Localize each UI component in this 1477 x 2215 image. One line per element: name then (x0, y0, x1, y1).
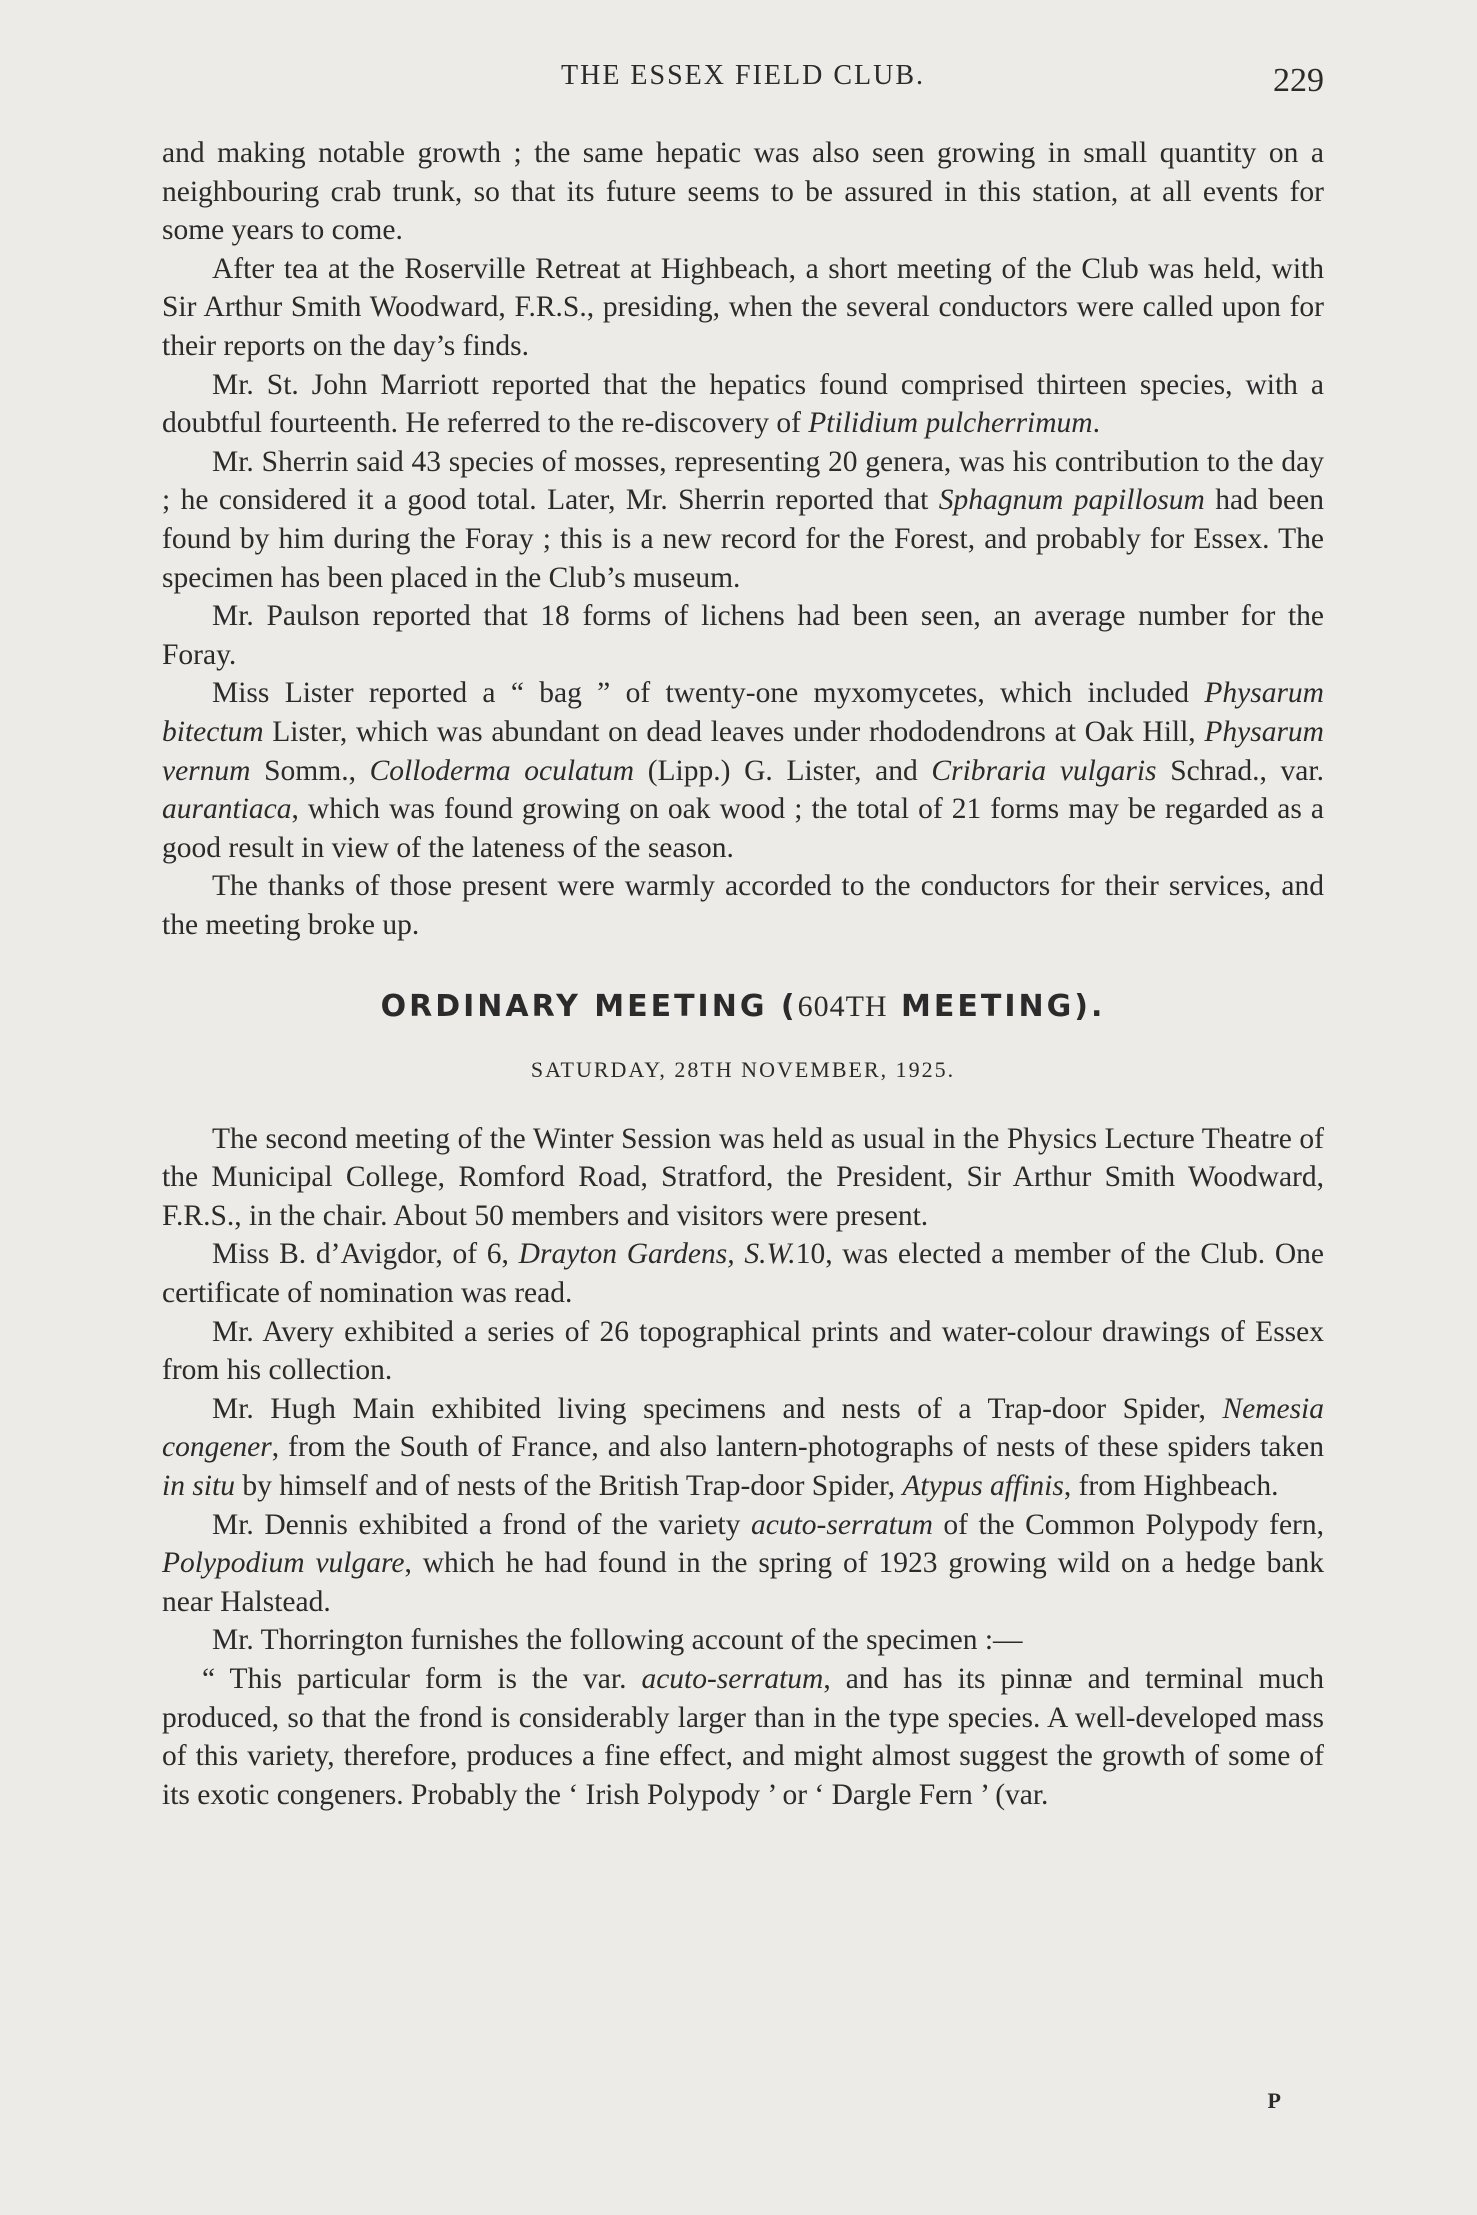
text-run: , which was found growing on oak wood ; the total of 21 forms may be regarded as a good result in view of the lateness of the season. (162, 793, 1324, 864)
paragraph (162, 250, 1324, 366)
italic-text: Physarum vernum (162, 715, 1324, 787)
text-run: Mr. Hugh Main exhibited living specimens and nests of a Trap-door Spider, (212, 1392, 1223, 1425)
text-run: Mr. Dennis exhibited a frond of the variety (212, 1508, 751, 1541)
italic-text: Drayton Gardens, S.W. (518, 1238, 796, 1271)
italic-text: in situ (162, 1470, 235, 1502)
page-number: 229 (1273, 62, 1324, 99)
text-run: “ This particular form is the var. (202, 1662, 642, 1695)
paragraph (162, 597, 1324, 674)
paragraph-group-foray-report (162, 134, 1324, 944)
paragraph (162, 134, 1324, 250)
italic-text: Sphagnum papillosum (938, 484, 1205, 517)
paragraph (162, 1660, 1324, 1814)
italic-text: acuto-serratum (641, 1662, 824, 1695)
paragraph (162, 674, 1324, 867)
text-run: . (1092, 407, 1100, 440)
text-run: Somm., (250, 754, 370, 787)
paragraph (162, 443, 1324, 597)
italic-text: Physarum bitectum (162, 677, 1324, 748)
text-run: Miss B. d’Avigdor, of 6, (212, 1238, 519, 1271)
text-run: The second meeting of the Winter Session was held as usual in the Physics Lecture Theatre of the Municipal College, Romford Road, Stratford, the President, Sir Arthur Smith Woodward, F.R.S., in the chair. About 50 members and visitors were present. (162, 1122, 1324, 1232)
paragraph-group-ordinary-meeting (162, 1120, 1324, 1815)
paragraph (162, 867, 1324, 944)
text-run: had been found by him during the Foray ; this is a new record for the Forest, and probably for Essex. The specimen has been placed in the Club’s museum. (162, 484, 1324, 594)
heading-post: MEETING). (887, 989, 1106, 1025)
italic-text: Nemesia congener (162, 1392, 1324, 1464)
paragraph (162, 1120, 1324, 1236)
text-run: , from the South of France, and also lantern-photographs of nests of these spiders taken (271, 1431, 1324, 1464)
text-run: The thanks of those present were warmly accorded to the conductors for their services, and the meeting broke up. (162, 870, 1324, 941)
italic-text: Atypus affinis (902, 1470, 1064, 1502)
paragraph (162, 366, 1324, 443)
text-run: and making notable growth ; the same hepatic was also seen growing in small quantity on a neighbouring crab trunk, so that its future seems to be assured in this station, at all events for some years to come. (162, 137, 1324, 247)
text-run: (Lipp.) G. Lister, and (634, 754, 932, 787)
section-heading (162, 988, 1324, 1027)
paragraph (162, 1313, 1324, 1390)
text-run: Mr. Sherrin said 43 species of mosses, representing 20 genera, was his contribution to the day ; he considered it a good total. Later, Mr. Sherrin reported that (162, 445, 1324, 517)
text-run: , from Highbeach. (1063, 1470, 1279, 1502)
text-run: Mr. Paulson reported that 18 forms of lichens had been seen, an average number for the Foray. (162, 600, 1324, 671)
heading-meeting-number: 604TH (797, 990, 888, 1024)
italic-text: Polypodium vulgare (162, 1547, 405, 1580)
italic-text: Cribraria vulgaris (931, 754, 1157, 787)
page-header (162, 52, 1324, 102)
body-text (162, 134, 1324, 1814)
signature-mark: P (1267, 2088, 1281, 2113)
text-run: 10, was elected a member of the Club. One certificate of nomination was read. (162, 1238, 1324, 1310)
text-run: Lister, which was abundant on dead leaves under rhododendrons at Oak Hill, (263, 715, 1205, 748)
heading-pre: ORDINARY MEETING ( (380, 989, 798, 1025)
text-run: Mr. Thorrington furnishes the following account of the specimen :— (212, 1624, 1023, 1657)
italic-text: acuto-serratum (750, 1508, 933, 1541)
text-run: Mr. St. John Marriott reported that the hepatics found comprised thirteen species, with a doubtful fourteenth. He referred to the re-discovery of (162, 368, 1324, 440)
text-run: Miss Lister reported a “ bag ” of twenty-one myxomycetes, which included (212, 677, 1205, 710)
paragraph (162, 1235, 1324, 1312)
paragraph (162, 1390, 1324, 1506)
italic-text: aurantiaca (162, 793, 292, 826)
italic-text: Ptilidium pulcherrimum (808, 407, 1093, 440)
text-run: Mr. Avery exhibited a series of 26 topographical prints and water-colour drawings of Essex from his collection. (162, 1315, 1324, 1387)
text-run: of the Common Polypody fern, (932, 1508, 1324, 1541)
text-run: After tea at the Roserville Retreat at Highbeach, a short meeting of the Club was held, with Sir Arthur Smith Woodward, F.R.S., presiding, when the several conductors were called upon for their reports on the day’s finds. (162, 252, 1324, 362)
text-run: , and has its pinnæ and terminal much produced, so that the frond is considerably larger than in the type species. A well-developed mass of this variety, therefore, produces a fine effect, and might almost suggest the growth of some of its exotic congeners. Probably the ‘ Irish Polypody ’ or ‘ Dargle Fern ’ (var. (162, 1662, 1324, 1811)
text-run: , which he had found in the spring of 1923 growing wild on a hedge bank near Halstead. (162, 1547, 1324, 1618)
meeting-date: SATURDAY, 28TH NOVEMBER, 1925. (530, 1057, 956, 1083)
paragraph (162, 1506, 1324, 1622)
paragraph (162, 1621, 1324, 1660)
running-title: THE ESSEX FIELD CLUB. (561, 60, 925, 91)
text-run: by himself and of nests of the British Trap-door Spider, (234, 1470, 903, 1502)
text-run: Schrad., var. (1156, 754, 1324, 787)
italic-text: Colloderma oculatum (369, 754, 635, 787)
